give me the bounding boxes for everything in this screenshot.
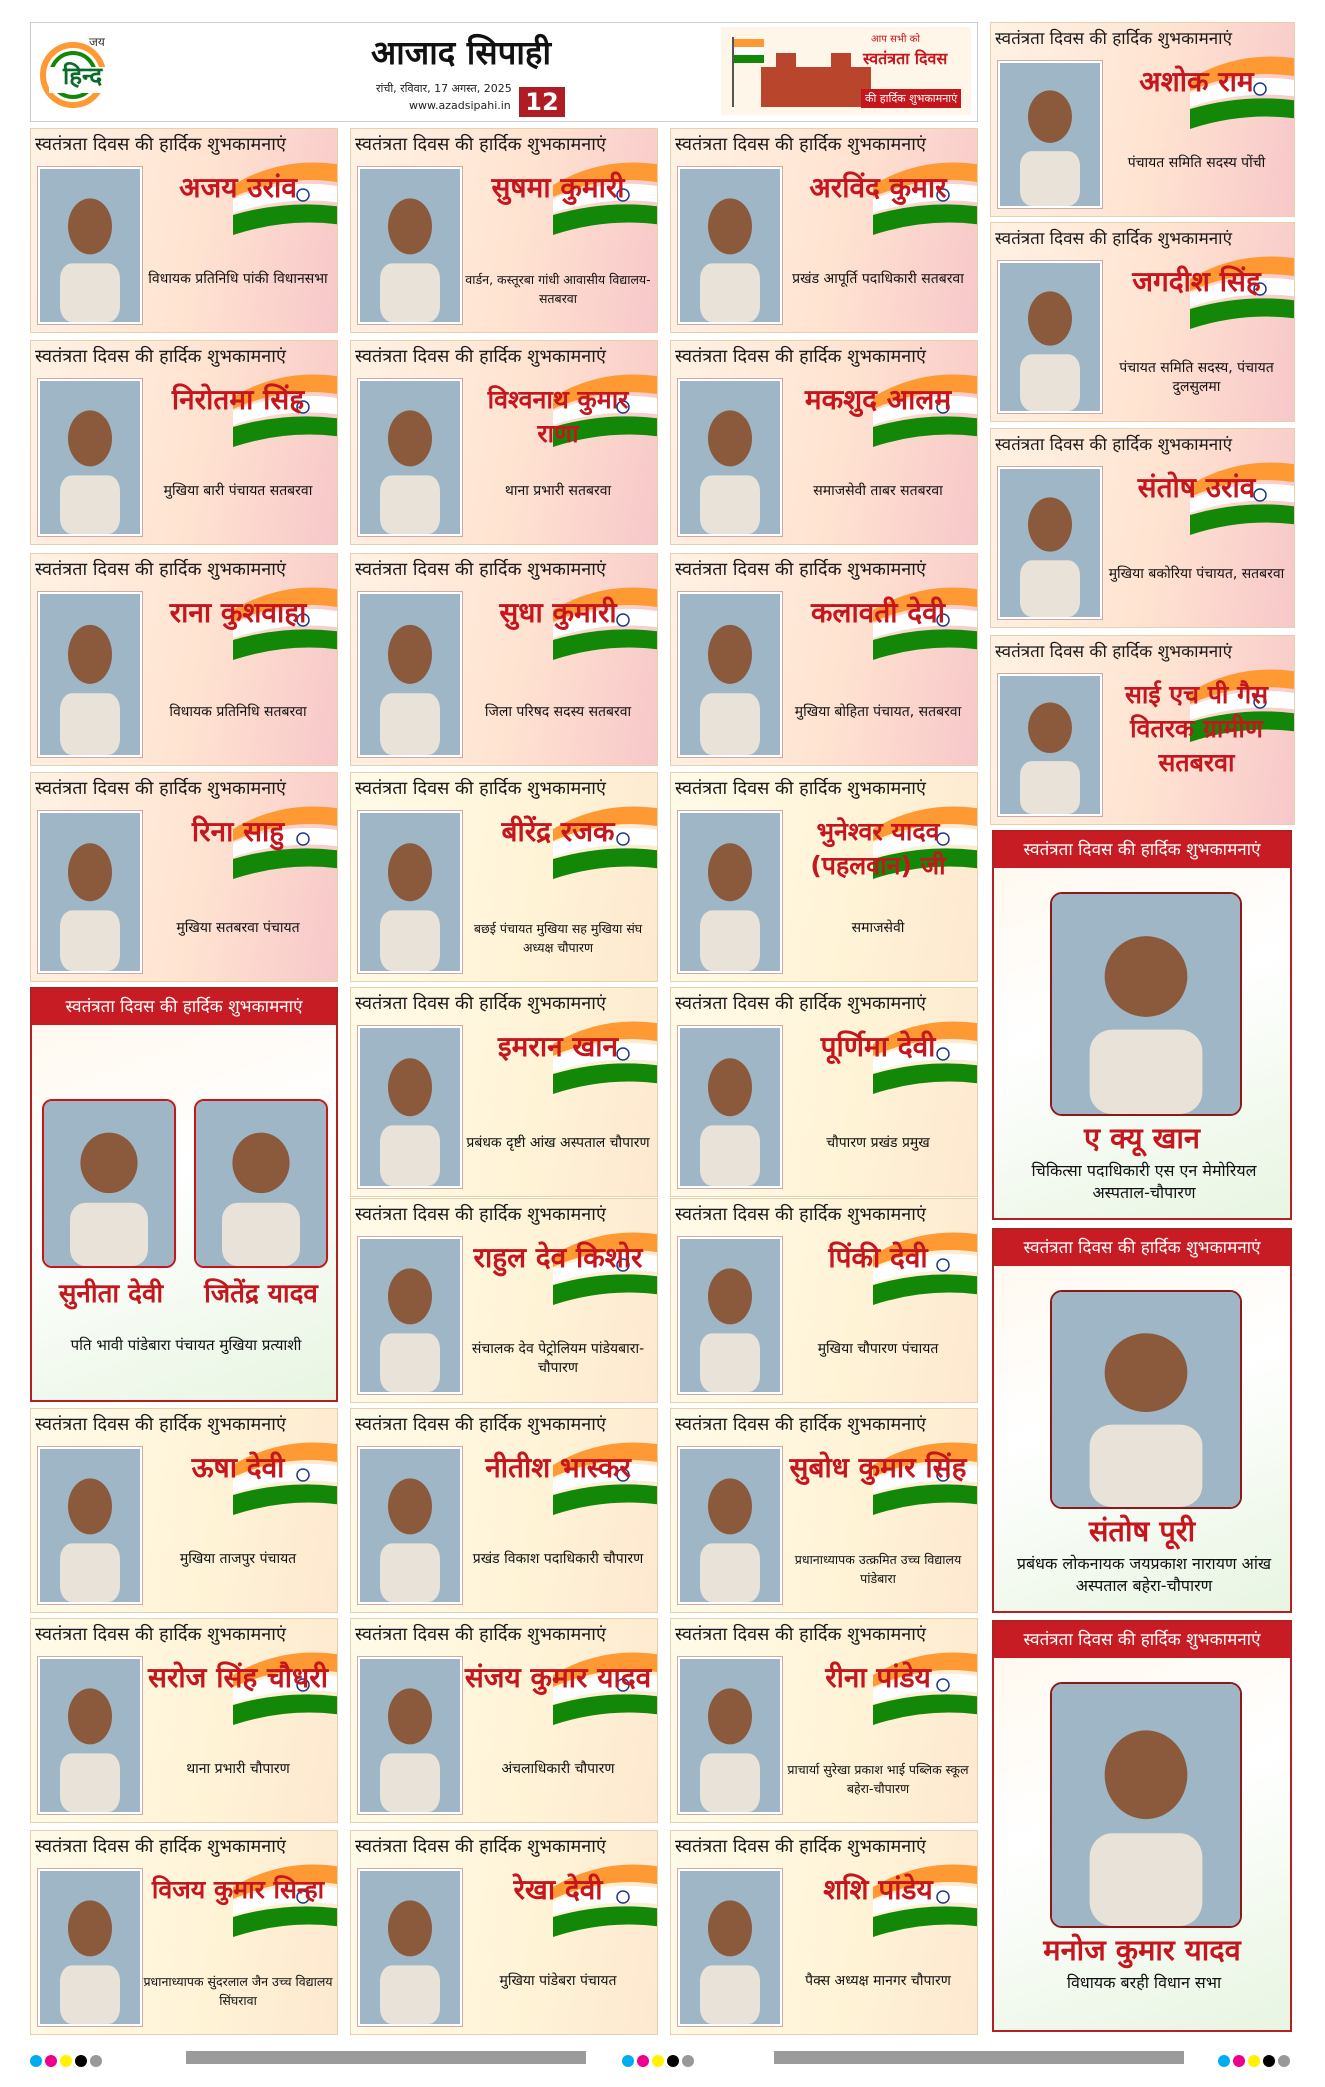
- person-photo: [998, 261, 1102, 413]
- person-designation: विधायक बरही विधान सभा: [1066, 1973, 1222, 1992]
- person-photo: [358, 592, 462, 757]
- person-designation: वार्डन, कस्तूरबा गांधी आवासीय विद्यालय-सतबरवा: [465, 272, 651, 306]
- person-designation: मुखिया बोहिता पंचायत, सतबरवा: [794, 704, 962, 720]
- person-photo: [1050, 1290, 1242, 1509]
- person-designation: पति भावी पांडेबारा पंचायत मुखिया प्रत्याशी: [70, 1336, 302, 1354]
- person-photo: [38, 167, 142, 324]
- greeting-ad-card: [350, 772, 658, 982]
- person-name: अजय उरांव: [179, 171, 297, 204]
- person-photo: [38, 592, 142, 757]
- person-name: सुबोध कुमार सिंह: [789, 1451, 967, 1484]
- person-name: राना कुशवाहा: [169, 596, 307, 629]
- greeting-ad-card: [990, 222, 1295, 422]
- independence-day-banner: [721, 27, 971, 115]
- greeting-heading: स्वतंत्रता दिवस की हार्दिक शुभकामनाएं: [995, 29, 1232, 49]
- person-name: कलावती देवी: [811, 596, 945, 629]
- person-photo: [38, 379, 142, 536]
- person-photo: [38, 811, 142, 973]
- registration-dots-center: [622, 2050, 697, 2064]
- person-photo: [358, 167, 462, 324]
- person-photo: [998, 467, 1102, 619]
- person-photo: [998, 674, 1102, 816]
- person-name: सुधा कुमारी: [499, 596, 617, 629]
- page-number: 12: [519, 87, 565, 117]
- greeting-heading: स्वतंत्रता दिवस की हार्दिक शुभकामनाएं: [35, 1836, 286, 1857]
- greeting-ad-card: [670, 987, 978, 1197]
- greeting-heading: स्वतंत्रता दिवस की हार्दिक शुभकामनाएं: [355, 993, 606, 1014]
- person-designation: थाना प्रभारी चौपारण: [186, 1761, 290, 1777]
- newspaper-title: आजाद सिपाही: [371, 33, 551, 72]
- person-name: नीतीश भास्कर: [485, 1451, 631, 1484]
- person-designation: प्रबंधक दृष्टी आंख अस्पताल चौपारण: [466, 1135, 650, 1151]
- greeting-ad-card: [990, 22, 1295, 217]
- person-name-2: जितेंद्र यादव: [204, 1279, 318, 1309]
- person-name: संतोष उरांव: [1137, 471, 1256, 504]
- greeting-heading: स्वतंत्रता दिवस की हार्दिक शुभकामनाएं: [995, 435, 1232, 455]
- person-designation: समाजसेवी: [851, 920, 905, 936]
- person-photo: [38, 1869, 142, 2026]
- logo-top-text: जय: [89, 35, 105, 49]
- person-photo: [358, 1869, 462, 2026]
- person-designation: समाजसेवी ताबर सतबरवा: [813, 483, 943, 499]
- person-name: पूर्णिमा देवी: [820, 1030, 936, 1063]
- registration-dots-right: [1218, 2050, 1293, 2064]
- person-name: मनोज कुमार यादव: [1043, 1933, 1241, 1967]
- person-designation: प्राचार्या सुरेखा प्रकाश भाई पब्लिक स्कूल बहेरा-चौपारण: [787, 1762, 969, 1796]
- person-name: संजय कुमार यादव: [464, 1661, 652, 1694]
- person-photo: [678, 811, 782, 973]
- greeting-heading: स्वतंत्रता दिवस की हार्दिक शुभकामनाएं: [355, 1836, 606, 1857]
- banner-line2: स्वतंत्रता दिवस: [863, 49, 948, 68]
- masthead: [30, 22, 978, 122]
- person-photo: [678, 1869, 782, 2026]
- person-designation: प्रधानाध्यापक उत्क्रमित उच्च विद्यालय पांडेबारा: [794, 1552, 962, 1586]
- greeting-ad-card: [350, 340, 658, 545]
- greeting-ad-card: [350, 1408, 658, 1613]
- person-designation: बछई पंचायत मुखिया सह मुखिया संघ अध्यक्ष चौपारण: [473, 921, 643, 955]
- person-designation: मुखिया चौपारण पंचायत: [817, 1341, 939, 1357]
- greeting-ad-card: [670, 1830, 978, 2035]
- greeting-heading: स्वतंत्रता दिवस की हार्दिक शुभकामनाएं: [995, 642, 1232, 662]
- logo-main-text: हिन्द: [63, 62, 103, 90]
- greeting-ad-card: [990, 635, 1295, 825]
- greeting-ad-card: [30, 340, 338, 545]
- person-photo: [678, 592, 782, 757]
- person-designation: प्रखंड आपूर्ति पदाधिकारी सतबरवा: [792, 271, 964, 287]
- banner-line1: आप सभी को: [871, 34, 920, 45]
- person-name: अशोक राम: [1139, 65, 1254, 98]
- person-name: ऊषा देवी: [191, 1451, 285, 1484]
- person-name: शशि पांडेय: [823, 1873, 933, 1906]
- greeting-ad-card: [350, 1618, 658, 1823]
- greeting-heading: स्वतंत्रता दिवस की हार्दिक शुभकामनाएं: [355, 559, 606, 580]
- greeting-heading: स्वतंत्रता दिवस की हार्दिक शुभकामनाएं: [355, 346, 606, 367]
- banner-line3: की हार्दिक शुभकामनाएं: [861, 89, 961, 108]
- person-photo: [678, 379, 782, 536]
- greeting-heading: स्वतंत्रता दिवस की हार्दिक शुभकामनाएं: [995, 229, 1232, 249]
- greeting-ad-card: [670, 1618, 978, 1823]
- person-designation: प्रधानाध्यापक सुंदरलाल जैन उच्च विद्यालय सिंघरावा: [143, 1974, 333, 2008]
- person-photo: [38, 1447, 142, 1604]
- greeting-heading: स्वतंत्रता दिवस की हार्दिक शुभकामनाएं: [675, 1204, 926, 1225]
- greeting-ad-card: [30, 553, 338, 766]
- greeting-heading: स्वतंत्रता दिवस की हार्दिक शुभकामनाएं: [35, 1624, 286, 1645]
- person-name: रेखा देवी: [513, 1873, 603, 1906]
- person-designation: मुखिया बारी पंचायत सतबरवा: [163, 483, 313, 499]
- website: www.azadsipahi.in: [409, 99, 511, 112]
- greeting-ad-card: [670, 128, 978, 333]
- person-designation: पंचायत समिति सदस्य, पंचायत दुलसुलमा: [1119, 360, 1274, 395]
- greeting-heading: स्वतंत्रता दिवस की हार्दिक शुभकामनाएं: [675, 1414, 926, 1435]
- greeting-ad-card: [670, 553, 978, 766]
- person-photo: [194, 1099, 328, 1268]
- person-photo: [678, 1447, 782, 1604]
- person-designation: मुखिया सतबरवा पंचायत: [176, 920, 300, 936]
- person-designation: प्रबंधक लोकनायक जयप्रकाश नारायण आंख अस्पताल बहेरा-चौपारण: [1016, 1554, 1272, 1595]
- person-designation: चिकित्सा पदाधिकारी एस एन मेमोरियल अस्पताल-चौपारण: [1031, 1161, 1257, 1202]
- greeting-heading: स्वतंत्रता दिवस की हार्दिक शुभकामनाएं: [675, 993, 926, 1014]
- greeting-heading: स्वतंत्रता दिवस की हार्दिक शुभकामनाएं: [994, 1622, 1290, 1658]
- person-photo: [678, 1026, 782, 1188]
- person-name-1: सुनीता देवी: [58, 1279, 164, 1309]
- person-name: बीरेंद्र रजक: [501, 815, 615, 848]
- issue-date: रांची, रविवार, 17 अगस्त, 2025: [376, 82, 512, 95]
- greeting-heading: स्वतंत्रता दिवस की हार्दिक शुभकामनाएं: [675, 778, 926, 799]
- person-photo: [358, 1026, 462, 1188]
- greeting-heading: स्वतंत्रता दिवस की हार्दिक शुभकामनाएं: [675, 1836, 926, 1857]
- person-photo: [358, 1237, 462, 1394]
- person-name: निरोतमा सिंह: [171, 383, 305, 416]
- person-photo: [678, 1657, 782, 1814]
- person-designation: विधायक प्रतिनिधि पांकी विधानसभा: [148, 271, 328, 287]
- footer-bar-left: [186, 2051, 586, 2064]
- greeting-heading: स्वतंत्रता दिवस की हार्दिक शुभकामनाएं: [35, 134, 286, 155]
- person-designation: मुखिया ताजपुर पंचायत: [179, 1551, 297, 1567]
- greeting-heading: स्वतंत्रता दिवस की हार्दिक शुभकामनाएं: [355, 1204, 606, 1225]
- featured-greeting-ad: [992, 1620, 1292, 2032]
- person-photo: [358, 1657, 462, 1814]
- greeting-ad-card: [670, 1408, 978, 1613]
- person-designation: विधायक प्रतिनिधि सतबरवा: [169, 704, 307, 720]
- person-photo: [358, 1447, 462, 1604]
- greeting-heading: स्वतंत्रता दिवस की हार्दिक शुभकामनाएं: [994, 1230, 1290, 1266]
- greeting-ad-card: [30, 1618, 338, 1823]
- greeting-ad-card: [990, 428, 1295, 628]
- greeting-ad-card: [670, 340, 978, 545]
- person-name: साई एच पी गैस वितरक ग्रामीण सतबरवा: [1124, 680, 1269, 777]
- person-name: इमरान खान: [497, 1030, 619, 1063]
- person-designation: पैक्स अध्यक्ष मानगर चौपारण: [805, 1973, 951, 1989]
- greeting-ad-card: [30, 1408, 338, 1613]
- greeting-heading: स्वतंत्रता दिवस की हार्दिक शुभकामनाएं: [35, 559, 286, 580]
- greeting-heading: स्वतंत्रता दिवस की हार्दिक शुभकामनाएं: [355, 1414, 606, 1435]
- person-name: जगदीश सिंह: [1132, 265, 1261, 298]
- person-photo: [678, 167, 782, 324]
- person-name: पिंकी देवी: [828, 1241, 928, 1274]
- person-photo: [42, 1099, 176, 1268]
- person-name: राहुल देव किशोर: [473, 1241, 643, 1274]
- greeting-ad-card: [30, 1830, 338, 2035]
- greeting-ad-card: [30, 772, 338, 982]
- person-photo: [1050, 1682, 1242, 1928]
- greeting-heading: स्वतंत्रता दिवस की हार्दिक शुभकामनाएं: [675, 1624, 926, 1645]
- person-name: रीना पांडेय: [825, 1661, 931, 1694]
- greeting-ad-card: [670, 772, 978, 982]
- person-photo: [358, 811, 462, 973]
- greeting-heading: स्वतंत्रता दिवस की हार्दिक शुभकामनाएं: [35, 346, 286, 367]
- greeting-heading: स्वतंत्रता दिवस की हार्दिक शुभकामनाएं: [675, 346, 926, 367]
- greeting-heading: स्वतंत्रता दिवस की हार्दिक शुभकामनाएं: [675, 559, 926, 580]
- person-photo: [1050, 892, 1242, 1116]
- person-photo: [998, 61, 1102, 208]
- person-designation: चौपारण प्रखंड प्रमुख: [826, 1135, 930, 1151]
- greeting-heading: स्वतंत्रता दिवस की हार्दिक शुभकामनाएं: [35, 1414, 286, 1435]
- person-designation: अंचलाधिकारी चौपारण: [501, 1761, 615, 1777]
- person-name: विश्वनाथ कुमार राणा: [487, 385, 629, 448]
- person-photo: [38, 1657, 142, 1814]
- greeting-ad-card: [350, 1198, 658, 1403]
- person-designation: मुखिया बकोरिया पंचायत, सतबरवा: [1108, 566, 1285, 582]
- greeting-heading: स्वतंत्रता दिवस की हार्दिक शुभकामनाएं: [355, 134, 606, 155]
- double-greeting-ad: [30, 987, 338, 1402]
- greeting-heading: स्वतंत्रता दिवस की हार्दिक शुभकामनाएं: [675, 134, 926, 155]
- greeting-ad-card: [30, 128, 338, 333]
- greeting-ad-card: [350, 553, 658, 766]
- person-photo: [678, 1237, 782, 1394]
- greeting-heading: स्वतंत्रता दिवस की हार्दिक शुभकामनाएं: [355, 1624, 606, 1645]
- greeting-heading: स्वतंत्रता दिवस की हार्दिक शुभकामनाएं: [994, 832, 1290, 868]
- person-name: भुनेश्वर यादव (पहलवान) जी: [810, 817, 946, 880]
- person-name: सुषमा कुमारी: [491, 171, 625, 204]
- person-designation: पंचायत समिति सदस्य पोंची: [1127, 155, 1266, 171]
- greeting-heading: स्वतंत्रता दिवस की हार्दिक शुभकामनाएं: [355, 778, 606, 799]
- person-name: विजय कुमार सिन्हा: [151, 1875, 325, 1904]
- person-designation: प्रखंड विकाश पदाधिकारी चौपारण: [472, 1551, 644, 1567]
- registration-dots-left: [30, 2050, 105, 2064]
- greeting-ad-card: [350, 128, 658, 333]
- greeting-ad-card: [350, 987, 658, 1197]
- footer-bar-right: [774, 2051, 1184, 2064]
- person-designation: संचालक देव पेट्रोलियम पांडेयबारा-चौपारण: [471, 1341, 645, 1376]
- person-name: मकशुद आलम: [804, 383, 952, 416]
- person-name: अरविंद कुमार: [809, 171, 947, 204]
- person-designation: थाना प्रभारी सतबरवा: [504, 483, 612, 499]
- person-name: रिना साहु: [191, 815, 285, 848]
- greeting-heading: स्वतंत्रता दिवस की हार्दिक शुभकामनाएं: [32, 989, 336, 1025]
- person-name: ए क्यू खान: [1084, 1121, 1200, 1155]
- person-name: संतोष पूरी: [1088, 1514, 1196, 1548]
- person-designation: मुखिया पांडेबरा पंचायत: [499, 1973, 617, 1989]
- person-name: सरोज सिंह चौधरी: [148, 1661, 328, 1694]
- greeting-ad-card: [670, 1198, 978, 1403]
- greeting-heading: स्वतंत्रता दिवस की हार्दिक शुभकामनाएं: [35, 778, 286, 799]
- featured-greeting-ad: [992, 1228, 1292, 1613]
- greeting-ad-card: [350, 1830, 658, 2035]
- person-designation: जिला परिषद सदस्य सतबरवा: [484, 704, 632, 720]
- featured-greeting-ad: [992, 830, 1292, 1220]
- person-photo: [358, 379, 462, 536]
